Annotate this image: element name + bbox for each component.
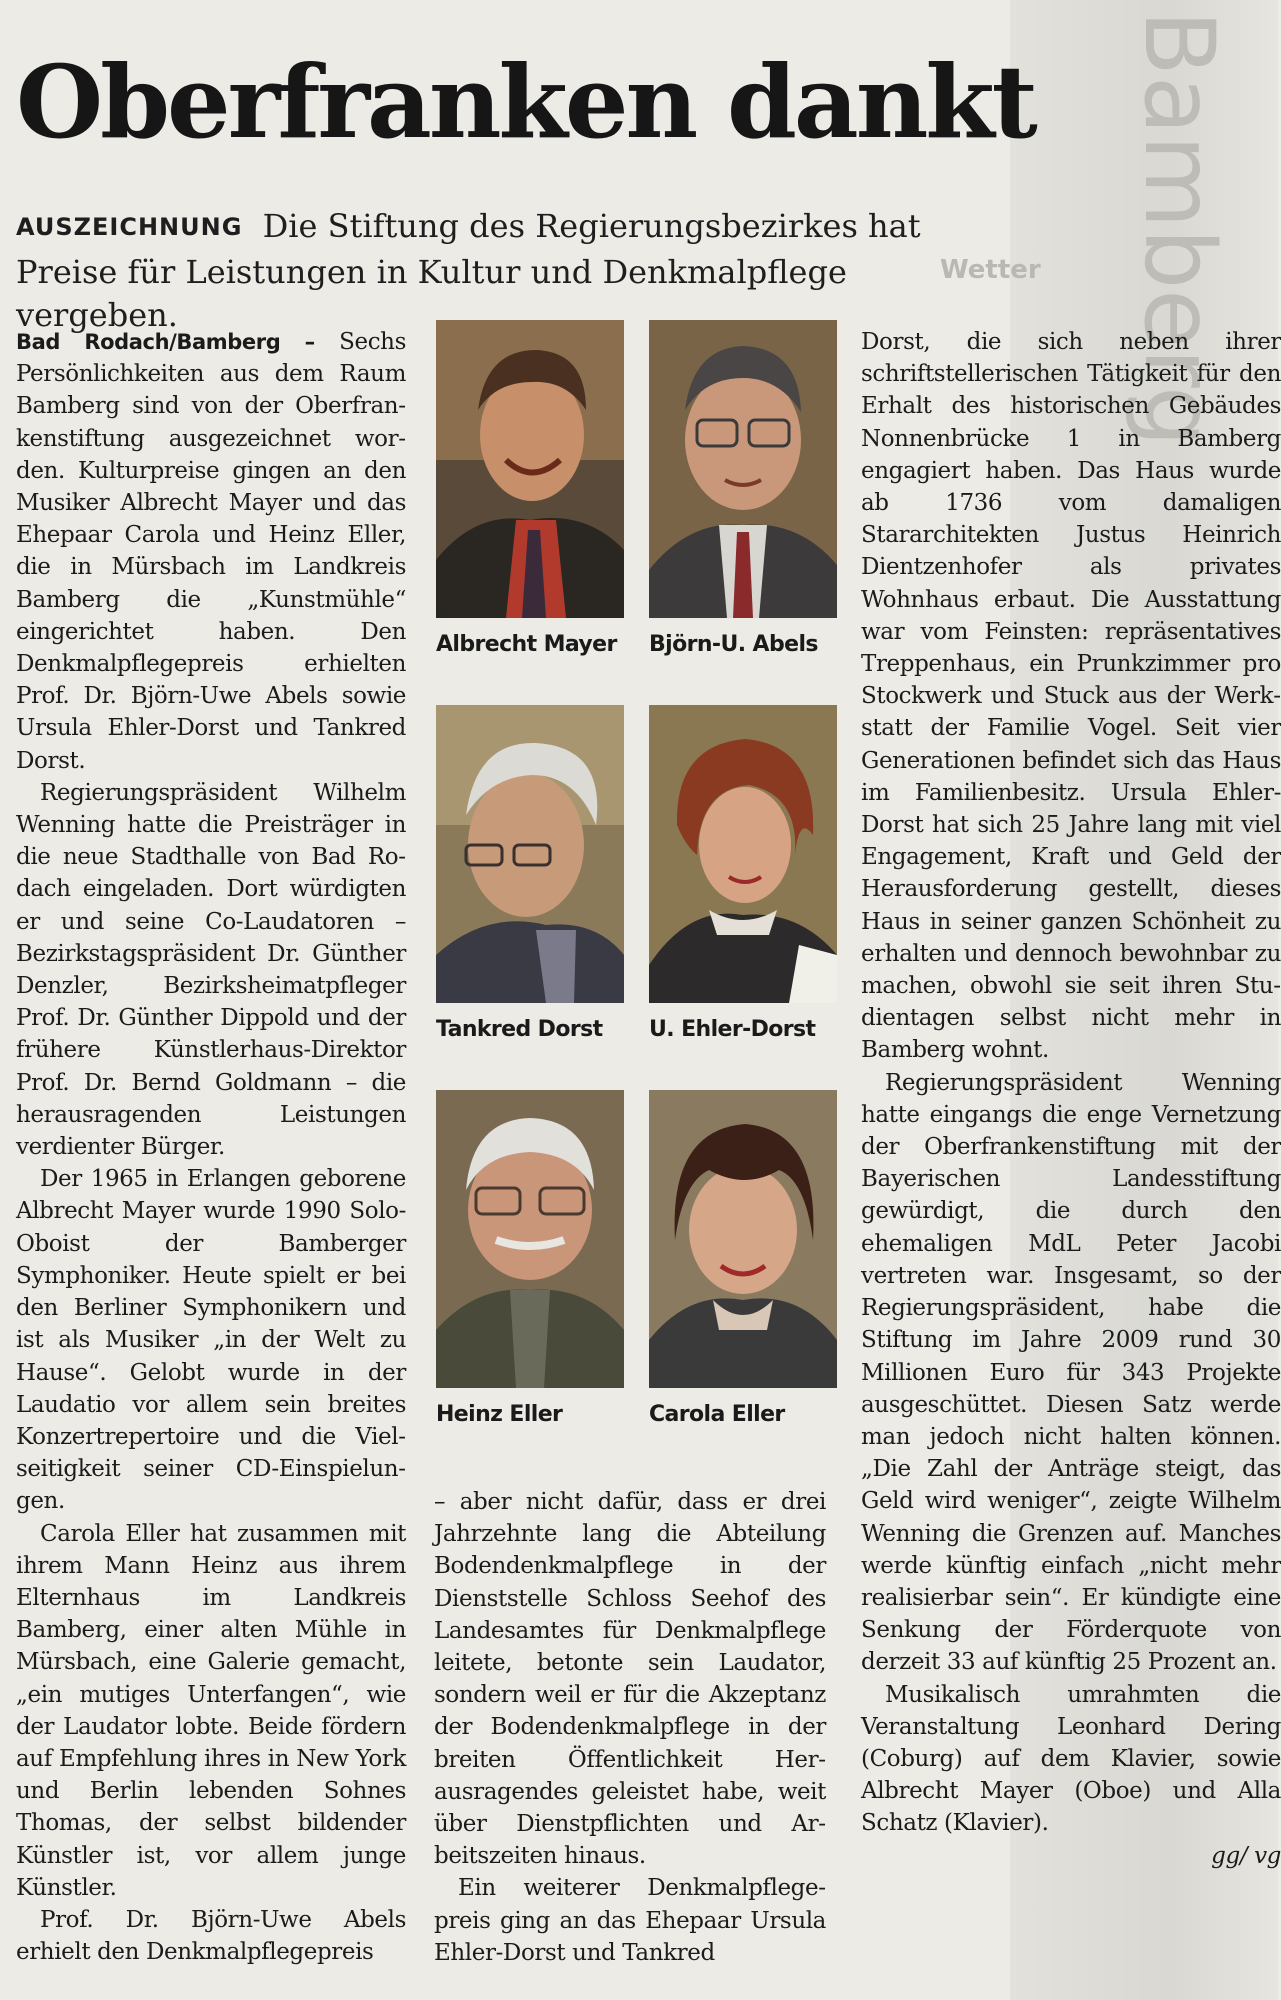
neighbor-masthead-fragment: Bamberg [1123,10,1235,447]
headline: Oberfranken dankt [16,43,1035,161]
caption-tankred-dorst: Tankred Dorst [436,1017,603,1042]
paragraph [16,326,406,777]
dateline: Bad Rodach/Bamberg – [16,330,315,354]
column-2 [434,1486,826,1969]
paragraph: – aber nicht dafür, dass er drei Jahrzehnte lang die Abteilung Bodendenkmalpflege in der Dienststelle Schloss Seehof des Landesamtes für Denkmalpflege leitete, betonte sein Laudator, sondern weil er für die Akzeptanz der Bodendenkmalpflege in der breiten Öffentlichkeit Herausragendes geleistet habe, weit über Dienstpflichten und Arbeitszeiten hinaus. [434,1489,826,1870]
paragraph: Regierungspräsident Wenning hatte eingangs die enge Vernetzung der Oberfrankenstiftung mit der Bayerischen Landesstiftung gewürdigt, die durch den ehemaligen MdL Peter Jacobi vertreten war. Insgesamt, so der Regierungspräsident, habe die Stiftung im Jahre 2009 rund 30 Millionen Euro für 343 Projekte ausgeschüttet. Diesen Satz werde man jedoch nicht halten können. „Die Zahl der Anträge steigt, das Geld wird weniger“, zeigte Wilhelm Wenning die Grenzen auf. Manches werde künftig einfach „nicht mehr realisierbar sein“. Er kündigte eine Senkung der Förderquote von derzeit 33 auf künftig 25 Prozent an. [861,1069,1281,1676]
paragraph: Prof. Dr. Björn-Uwe Abels erhielt den Denkmalpflegepreis [16,1906,406,1966]
paragraph: Regierungspräsident Wilhelm Wenning hatte die Preisträger in die neue Stadthalle von Bad Rodach eingeladen. Dort würdigten er und seine Co-Laudatoren – Bezirkstagspräsident Dr. Günther Denzler, Bezirksheimatpfleger Prof. Dr. Günther Dippold und der frühere Künstlerhaus-Direktor Prof. Dr. Bernd Goldmann – die herausragenden Leistungen verdienter Bürger. [16,779,406,1161]
paragraph: Musikalisch umrahmten die Veranstaltung Leonhard Dering (Coburg) auf dem Klavier, sowie Albrecht Mayer (Oboe) und Alla Schatz (Klavier). [861,1681,1281,1837]
paragraph-text: Sechs Persönlichkeiten aus dem Raum Bamberg sind von der Oberfrankenstiftung ausgezeichnet worden. Kulturpreise gingen an den Musiker Albrecht Mayer und das Ehepaar Carola und Heinz Eller, die in Mürsbach im Landkreis Bamberg die „Kunstmühle“ eingerichtet haben. Den Denkmalpflegepreis erhielten Prof. Dr. Björn-Uwe Abels sowie Ursula Ehler-Dorst und Tankred Dorst. [16,329,406,774]
deck [16,205,1016,337]
caption-ursula-ehler-dorst: U. Ehler-Dorst [649,1017,816,1042]
photo-carola-eller [649,1090,837,1388]
photo-tankred-dorst [436,705,624,1003]
caption-bjoern-abels: Björn-U. Abels [649,632,818,657]
kicker: AUSZEICHNUNG [16,213,243,241]
paragraph: Dorst, die sich neben ihrer schriftstellerischen Tätigkeit für den Erhalt des historischen Gebäudes Nonnenbrücke 1 in Bamberg engagiert haben. Das Haus wurde ab 1736 vom damaligen Stararchitekten Justus Heinrich Dientzenhofer als privates Wohnhaus erbaut. Die Ausstattung war vom Feinsten: repräsentatives Treppenhaus, ein Prunkzimmer pro Stockwerk und Stuck aus der Werkstatt der Familie Vogel. Seit vier Generationen befindet sich das Haus im Familienbesitz. Ursula Ehler-Dorst hat sich 25 Jahre lang mit viel Engagement, Kraft und Geld der Herausforderung gestellt, dieses Haus in seiner ganzen Schönheit zu erhalten und dennoch bewohnbar zu machen, obwohl sie seit ihren Studientagen selbst nicht mehr in Bamberg wohnt. [861,329,1281,1064]
paragraph: Ein weiterer Denkmalpflegepreis ging an das Ehepaar Ursula Ehler-Dorst und Tankred [434,1875,826,1966]
photo-ursula-ehler-dorst [649,705,837,1003]
author-signoff: gg/ vg [1211,1842,1281,1869]
photo-heinz-eller [436,1090,624,1388]
deck-text: Die Stiftung des Regierungsbezirkes hat Preise für Leistungen in Kultur und Denkmalpflege vergeben. [16,207,921,334]
caption-heinz-eller: Heinz Eller [436,1402,563,1427]
photo-bjoern-abels [649,320,837,618]
caption-albrecht-mayer: Albrecht Mayer [436,632,617,657]
newspaper-article [16,0,1281,2000]
caption-carola-eller: Carola Eller [649,1402,785,1427]
photo-albrecht-mayer [436,320,624,618]
column-3 [861,326,1281,1872]
paragraph: Der 1965 in Erlangen geborene Albrecht Mayer wurde 1990 Solo-Oboist der Bamberger Symphoniker. Heute spielt er bei den Berliner Symphonikern und ist als Musiker „in der Welt zu Hause“. Gelobt wurde in der Laudatio vor allem sein breites Konzertrepertoire und die Vielseitigkeit seiner CD-Einspielungen. [16,1166,406,1515]
paragraph: Carola Eller hat zusammen mit ihrem Mann Heinz aus ihrem Elternhaus im Landkreis Bamberg, einer alten Mühle in Mürsbach, eine Galerie gemacht, „ein mutiges Unterfangen“, wie der Laudator lobte. Beide fördern auf Empfehlung ihres in New York und Berlin lebenden Sohnes Thomas, der selbst bildender Künstler ist, vor allem junge Künstler. [16,1520,406,1901]
column-1 [16,326,406,1968]
neighbor-subhead-fragment: Wetter [940,255,1041,285]
